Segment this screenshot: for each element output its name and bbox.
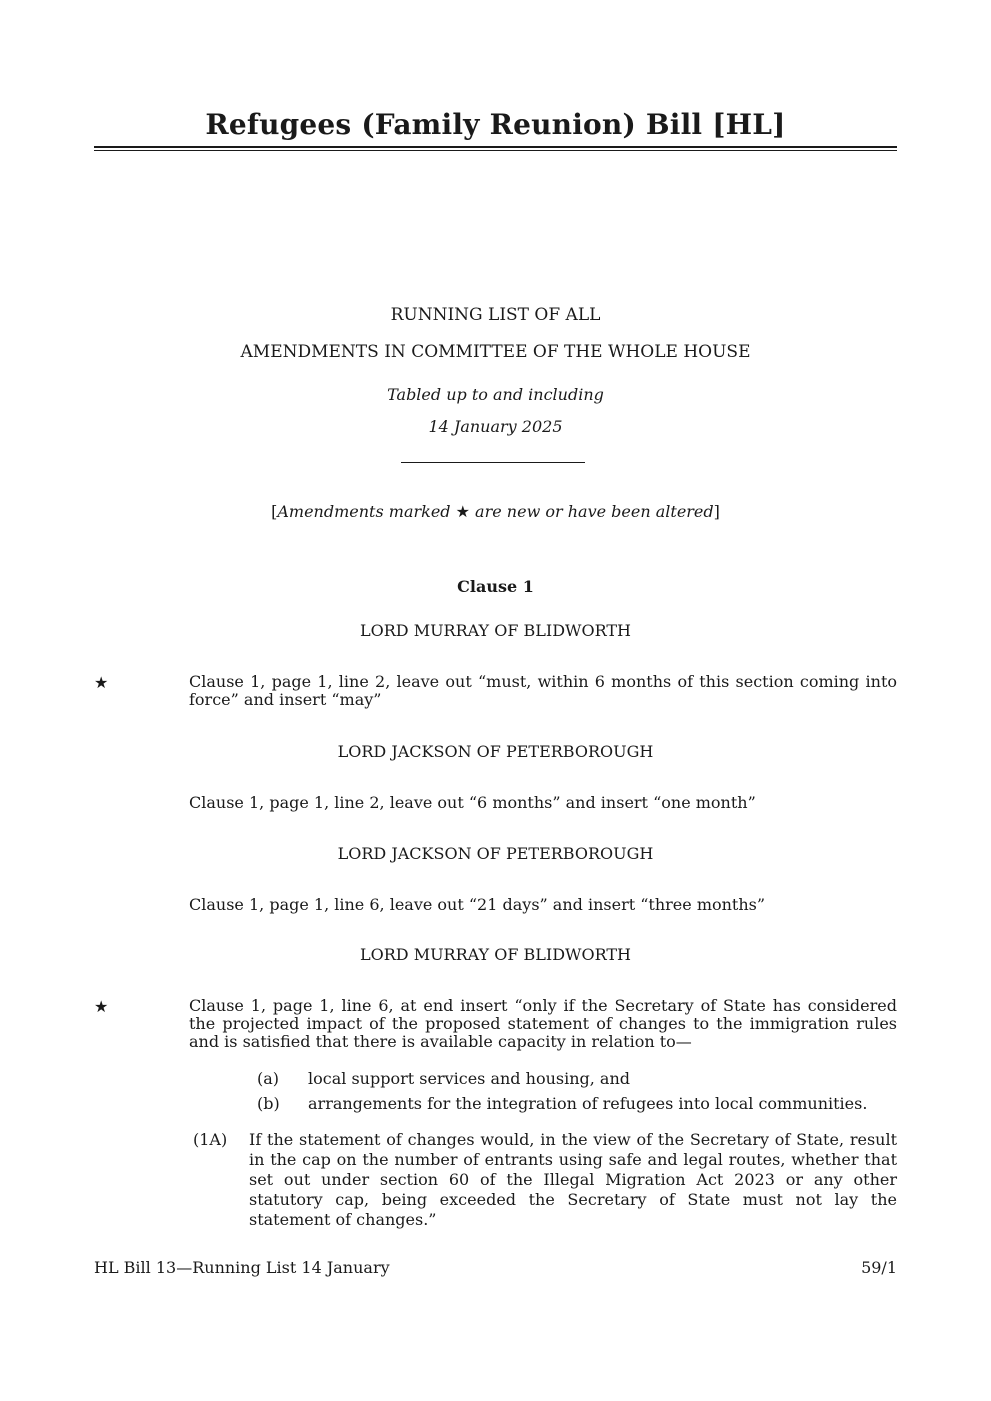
member-name: LORD JACKSON OF PETERBOROUGH bbox=[337, 742, 654, 761]
note-text-1: Amendments marked bbox=[277, 502, 456, 521]
amendment-text: Clause 1, page 1, line 2, leave out “6 months” and insert “one month” bbox=[189, 793, 756, 812]
tabled-date: 14 January 2025 bbox=[428, 417, 563, 436]
note-bracket-open: [ bbox=[271, 502, 278, 521]
list-text: arrangements for the integration of refugees into local communities. bbox=[308, 1094, 868, 1113]
amendment-note bbox=[94, 502, 897, 521]
list-text: local support services and housing, and bbox=[308, 1069, 631, 1088]
clause-heading: Clause 1 bbox=[457, 577, 534, 596]
amendment-text: Clause 1, page 1, line 6, at end insert “only if the Secretary of State has considered the projected impact of the proposed statement of changes to the immigration rules and is satisfied that there is available capacity in relation to— bbox=[189, 996, 897, 1051]
amendment-text: Clause 1, page 1, line 2, leave out “must, within 6 months of this section coming into force” and insert “may” bbox=[189, 672, 897, 709]
intro-line-1: RUNNING LIST OF ALL bbox=[390, 305, 601, 325]
star-icon: ★ bbox=[94, 673, 109, 692]
tabled-text: Tabled up to and including bbox=[387, 385, 604, 404]
list-marker: (b) bbox=[257, 1094, 280, 1113]
amendment-text: Clause 1, page 1, line 6, leave out “21 days” and insert “three months” bbox=[189, 895, 766, 914]
member-name: LORD JACKSON OF PETERBOROUGH bbox=[337, 844, 654, 863]
intro-line-2: AMENDMENTS IN COMMITTEE OF THE WHOLE HOUSE bbox=[240, 342, 751, 362]
title-double-rule bbox=[94, 146, 897, 151]
note-text-2: are new or have been altered bbox=[469, 502, 714, 521]
star-icon: ★ bbox=[94, 997, 109, 1016]
subsection bbox=[193, 1130, 897, 1230]
member-name: LORD MURRAY OF BLIDWORTH bbox=[359, 945, 631, 964]
subsection-text: If the statement of changes would, in the view of the Secretary of State, result in the cap on the number of entrants using safe and legal routes, whether that set out under section 60 of the Illegal Migration Act 2023 or any other statutory cap, being exceeded the Secretary of State must not lay the statement of changes.” bbox=[249, 1130, 897, 1229]
footer-bill-reference: HL Bill 13—Running List 14 January bbox=[94, 1258, 390, 1277]
star-icon: ★ bbox=[455, 502, 470, 521]
member-name: LORD MURRAY OF BLIDWORTH bbox=[359, 621, 631, 640]
list-marker: (a) bbox=[257, 1069, 280, 1088]
bill-title: Refugees (Family Reunion) Bill [HL] bbox=[205, 108, 786, 141]
note-bracket-close: ] bbox=[713, 502, 720, 521]
subsection-number: (1A) bbox=[193, 1130, 228, 1149]
section-divider bbox=[401, 462, 585, 463]
footer-page-number: 59/1 bbox=[861, 1258, 897, 1277]
